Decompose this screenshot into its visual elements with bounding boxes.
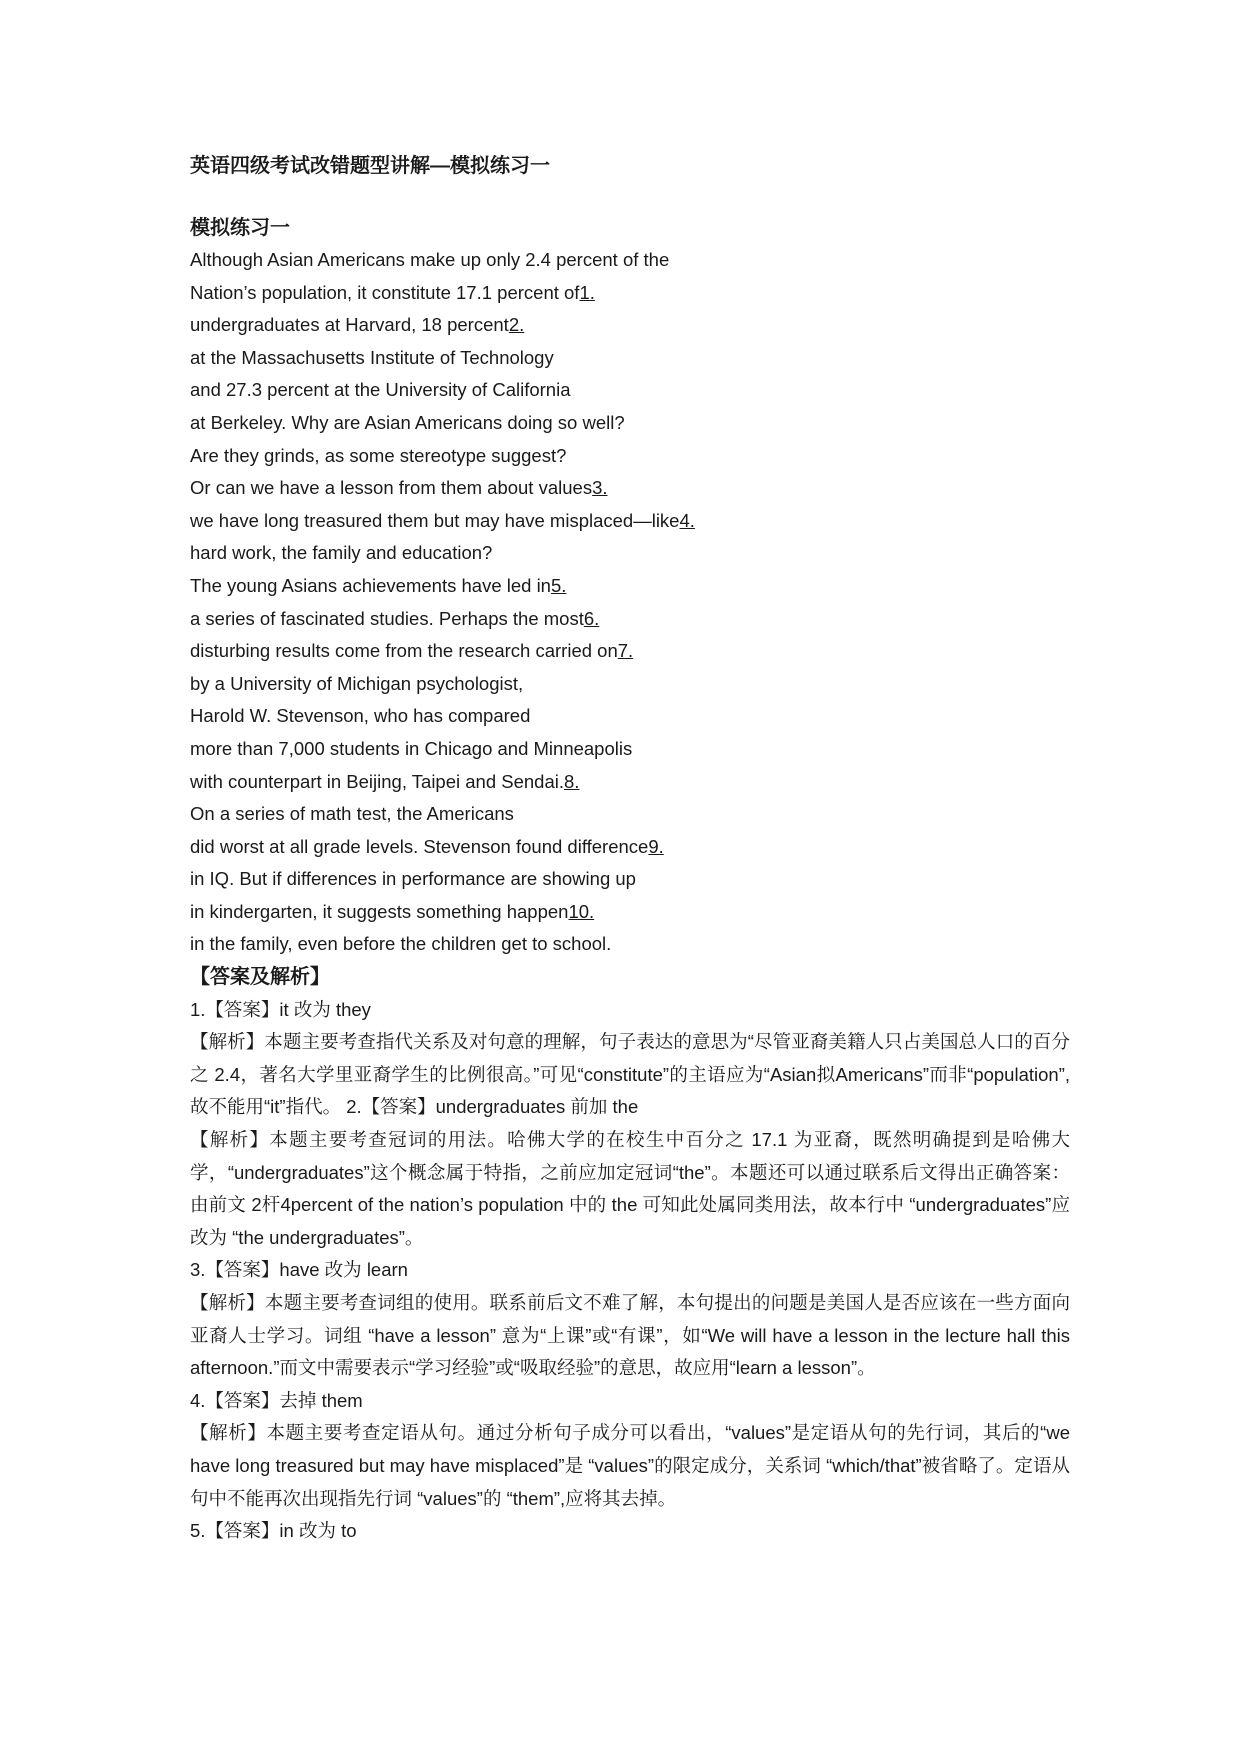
- passage-line-text: and 27.3 percent at the University of California: [190, 379, 571, 401]
- passage-line: [190, 440, 1070, 473]
- line-number-mark: 1.: [579, 281, 595, 303]
- passage-line: [190, 244, 1070, 277]
- line-number-mark: 3.: [592, 477, 608, 499]
- line-number-mark: 9.: [648, 835, 664, 857]
- passage-line: [190, 831, 1070, 864]
- answers-header: 【答案及解析】: [190, 966, 330, 989]
- passage-line: [190, 798, 1070, 831]
- passage-line: [190, 700, 1070, 733]
- passage-line-text: at Berkeley. Why are Asian Americans doing so well?: [190, 411, 625, 433]
- passage-line-text: undergraduates at Harvard, 18 percent: [190, 314, 509, 336]
- passage-line-text: Are they grinds, as some stereotype suggest?: [190, 444, 567, 466]
- passage-line-text: in kindergarten, it suggests something happen: [190, 900, 569, 922]
- passage-line: [190, 277, 1070, 310]
- passage-line: [190, 570, 1070, 603]
- passage-line: [190, 863, 1070, 896]
- passage-line: [190, 896, 1070, 929]
- answers-list: [190, 994, 1070, 1548]
- line-number-mark: 8.: [564, 770, 580, 792]
- explanation-paragraph: 【解析】本题主要考查指代关系及对句意的理解，句子表达的意思为“尽管亚裔美籍人只占美国总人口的百分之 2.4，著名大学里亚裔学生的比例很高。”可见“constitute”的主语应为“Asian拟Americans”而非“population”,故不能用“it”指代。 2.【答案】undergraduates 前加 the: [190, 1031, 1070, 1118]
- passage-line: [190, 342, 1070, 375]
- passage-line: [190, 635, 1070, 668]
- passage-line-text: On a series of math test, the Americans: [190, 803, 514, 825]
- line-number-mark: 7.: [617, 640, 634, 662]
- answer-line: 3.【答案】have 改为 learn: [190, 1259, 408, 1281]
- explanation-paragraph: 【解析】本题主要考查定语从句。通过分析句子成分可以看出，“values”是定语从句的先行词，其后的“we have long treasured but may have misplaced”是 “values”的限定成分，关系词 “which/that”被省略了。定语从句中不能再次出现指先行词 “values”的 “them”,应将其去掉。: [190, 1422, 1070, 1509]
- answer-line: 5.【答案】in 改为 to: [190, 1520, 357, 1542]
- section-title: 模拟练习一: [190, 217, 290, 239]
- passage-line: [190, 309, 1070, 342]
- passage-line-text: Nation’s population, it constitute 17.1 percent of: [190, 281, 580, 303]
- passage-line-text: did worst at all grade levels. Stevenson found difference: [190, 835, 649, 857]
- line-number-mark: 4.: [679, 509, 695, 531]
- passage-line-text: disturbing results come from the research carried on: [190, 640, 618, 662]
- passage-line: [190, 668, 1070, 701]
- passage: [190, 244, 1070, 961]
- answer-line: 4.【答案】去掉 them: [190, 1389, 363, 1411]
- line-number-mark: 6.: [583, 607, 600, 629]
- passage-line: [190, 766, 1070, 799]
- passage-line-text: in IQ. But if differences in performance are showing up: [190, 868, 636, 890]
- explanation-paragraph: 【解析】本题主要考查冠词的用法。哈佛大学的在校生中百分之 17.1 为亚裔，既然明确提到是哈佛大学，“undergraduates”这个概念属于特指，之前应加定冠词“the”。本题还可以通过联系后文得出正确答案：由前文 2杆4percent of the nation’s population 中的 the 可知此处属同类用法，故本行中 “undergraduates”应改为 “the undergraduates”。: [190, 1129, 1070, 1248]
- line-number-mark: 10.: [568, 900, 595, 922]
- line-number-mark: 2.: [508, 314, 525, 336]
- document-page: [190, 150, 1070, 1548]
- document-title: 英语四级考试改错题型讲解—模拟练习一: [190, 155, 550, 177]
- explanation-paragraph: 【解析】本题主要考查词组的使用。联系前后文不难了解，本句提出的问题是美国人是否应该在一些方面向亚裔人士学习。词组 “have a lesson” 意为“上课”或“有课”，如“We will have a lesson in the lecture hall this afternoon.”而文中需要表示“学习经验”或“吸取经验”的意思，故应用“learn a lesson”。: [190, 1292, 1070, 1379]
- passage-line: [190, 407, 1070, 440]
- passage-line: [190, 928, 1070, 961]
- passage-line-text: more than 7,000 students in Chicago and Minneapolis: [190, 737, 633, 759]
- passage-line: [190, 537, 1070, 570]
- answer-line: 1.【答案】it 改为 they: [190, 998, 371, 1020]
- passage-line-text: Although Asian Americans make up only 2.4 percent of the: [190, 249, 670, 270]
- passage-line-text: with counterpart in Beijing, Taipei and Sendai.: [190, 770, 565, 792]
- passage-line-text: a series of fascinated studies. Perhaps the most: [190, 607, 584, 629]
- passage-line-text: in the family, even before the children get to school.: [190, 933, 612, 955]
- passage-line-text: at the Massachusetts Institute of Technology: [190, 346, 554, 368]
- passage-line-text: Harold W. Stevenson, who has compared: [190, 705, 531, 727]
- passage-line-text: hard work, the family and education?: [190, 542, 493, 564]
- line-number-mark: 5.: [550, 574, 567, 596]
- passage-line-text: Or can we have a lesson from them about values: [190, 477, 593, 499]
- passage-line: [190, 472, 1070, 505]
- passage-line: [190, 374, 1070, 407]
- passage-line: [190, 733, 1070, 766]
- passage-line-text: The young Asians achievements have led in: [190, 574, 551, 596]
- passage-line: [190, 505, 1070, 538]
- passage-line: [190, 603, 1070, 636]
- passage-line-text: by a University of Michigan psychologist,: [190, 672, 524, 694]
- passage-line-text: we have long treasured them but may have misplaced—like: [190, 509, 680, 531]
